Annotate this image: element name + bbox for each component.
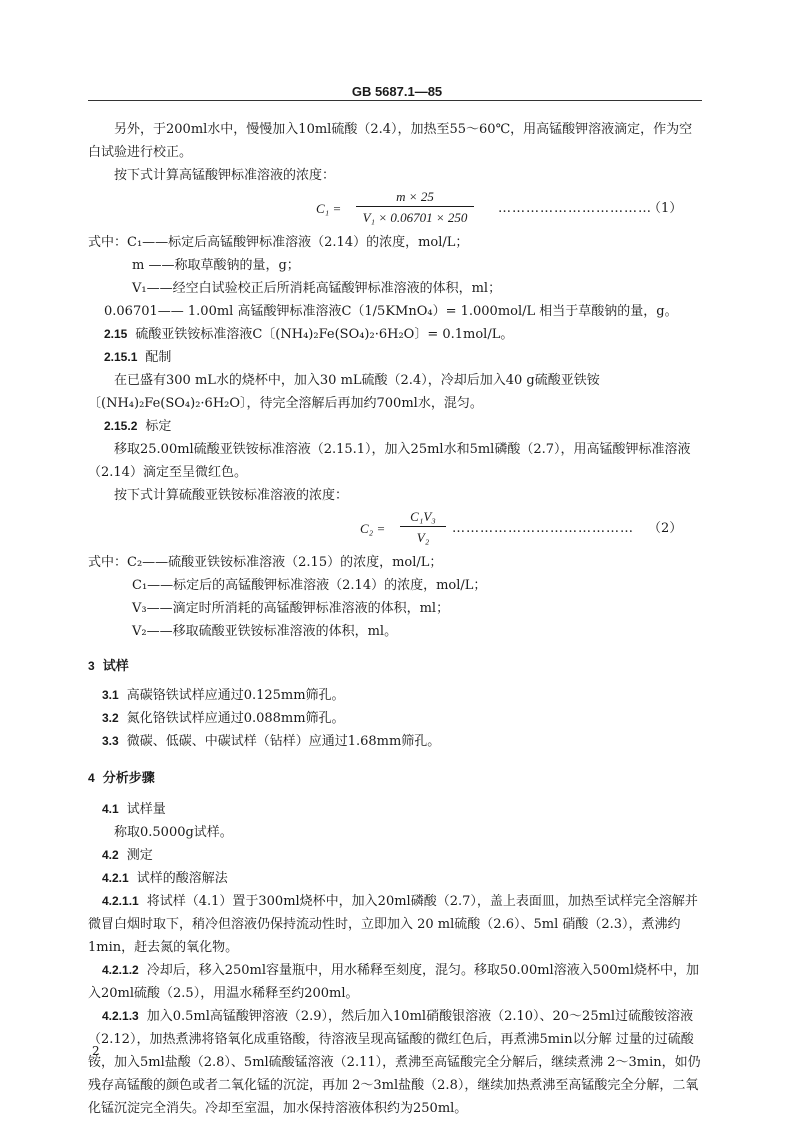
formula-1-definitions [88, 231, 702, 323]
def-c1: 式中：C₁——标定后高锰酸钾标准溶液（2.14）的浓度，mol/L； [88, 235, 469, 250]
section-4-1-number: 4.1 [102, 802, 119, 816]
section-3-title: 试样 [102, 659, 129, 674]
section-3-1 [88, 684, 702, 707]
blank-test-paragraph: 另外，于200ml水中，慢慢加入10ml硫酸（2.4），加热至55～60℃，用高锰酸钾溶液滴定，作为空白试验进行校正。 [88, 122, 693, 160]
formula-1-numerator: m × 25 [396, 189, 434, 204]
section-2-15-1 [90, 346, 702, 369]
section-4-2 [88, 844, 702, 867]
section-2-15-2-title: 标定 [145, 419, 172, 434]
section-4-heading [88, 767, 702, 790]
section-3-heading [88, 655, 702, 678]
formula-2-definitions [88, 551, 702, 643]
formula2-intro: 按下式计算硫酸亚铁铵标准溶液的浓度： [114, 488, 349, 503]
section-2-15-text: 硫酸亚铁铵标准溶液C〔(NH₄)₂Fe(SO₄)₂·6H₂O〕= 0.1mol/L。 [135, 327, 514, 342]
section-4-1-title: 试样量 [126, 802, 166, 817]
section-2-15-1-number: 2.15.1 [104, 350, 138, 364]
section-4-2-1-3-body: 加入0.5ml高锰酸钾溶液（2.9），然后加入10ml硝酸银溶液（2.10）、20～25ml过硫酸铵溶液（2.12），加热煮沸将铬氧化成重铬酸，待溶液呈现高锰酸的微红色后，再煮沸5min以分解 过量的过硫酸铵，加入5ml盐酸（2.8）、5ml硫酸锰溶液（2.11），煮沸至高锰酸完全分解后，继续煮沸 2～3min，如仍残存高锰酸的颜色或者二氧化锰的沉淀，再加 2～3ml盐酸（2.8），继续加热煮沸至高锰酸完全分解，二氧化锰沉淀完全消失。冷却至室温，加水保持溶液体积约为250ml。 [88, 1009, 701, 1116]
def-0-06701: 0.06701—— 1.00ml 高锰酸钾标准溶液C（1/5KMnO₄）= 1.000mol/L 相当于草酸钠的量，g。 [104, 304, 678, 319]
page-number: 2 [92, 1044, 100, 1058]
spacer [88, 790, 702, 798]
section-4-2-title: 测定 [126, 848, 153, 863]
section-4-2-1-2-body: 冷却后，移入250ml容量瓶中，用水稀释至刻度，混匀。移取50.00ml溶液入500ml烧杯中，加入20ml硫酸（2.5），用温水稀释至约200ml。 [88, 963, 700, 1001]
section-3-2-number: 3.2 [102, 711, 119, 725]
def-c1-2: C₁——标定后的高锰酸钾标准溶液（2.14）的浓度，mol/L； [132, 578, 487, 593]
formula-2-lhs: C₂ = [360, 521, 386, 536]
formula-2-leader: ………………………………… [452, 521, 634, 536]
section-4-2-1-number: 4.2.1 [102, 871, 129, 885]
formula-1 [88, 187, 702, 231]
section-4-1-body: 称取0.5000g试样。 [114, 825, 233, 840]
section-4-2-1-1 [88, 890, 702, 959]
section-3-2-text: 氮化铬铁试样应通过0.088mm筛孔。 [126, 711, 345, 726]
formula-1-denominator: V₁ × 0.06701 × 250 [362, 210, 468, 225]
section-4-title: 分析步骤 [102, 771, 155, 786]
section-4-2-number: 4.2 [102, 848, 119, 862]
section-4-2-1-2-number: 4.2.1.2 [102, 963, 139, 977]
section-3-number: 3 [88, 659, 95, 673]
formula-1-lhs: C₁ = [316, 201, 342, 216]
section-2-15-2-number: 2.15.2 [104, 419, 138, 433]
section-2-15-1-title: 配制 [145, 350, 172, 365]
page-body [88, 118, 702, 1120]
formula-2-number: （2） [648, 521, 683, 536]
formula1-intro: 按下式计算高锰酸钾标准溶液的浓度： [114, 168, 336, 183]
def-c2: 式中：C₂——硫酸亚铁铵标准溶液（2.15）的浓度，mol/L； [88, 555, 443, 570]
formula-2 [88, 507, 702, 551]
section-4-2-1-1-number: 4.2.1.1 [102, 894, 139, 908]
section-4-2-1-3 [88, 1005, 702, 1120]
formula-2-denominator: V₂ [416, 530, 430, 545]
spacer [88, 753, 702, 767]
def-v1: V₁——经空白试验校正后所消耗高锰酸钾标准溶液的体积，ml； [132, 281, 502, 296]
formula-2-numerator: C₁V₃ [410, 509, 436, 524]
spacer [88, 643, 702, 655]
section-2-15-number: 2.15 [104, 327, 128, 341]
section-4-2-1-title: 试样的酸溶解法 [136, 871, 228, 886]
section-3-3-number: 3.3 [102, 734, 119, 748]
def-v3: V₃——滴定时所消耗的高锰酸钾标准溶液的体积，ml； [132, 601, 450, 616]
section-4-number: 4 [88, 771, 95, 785]
section-3-3-text: 微碳、低碳、中碳试样（钻样）应通过1.68mm筛孔。 [126, 734, 441, 749]
section-3-1-text: 高碳铬铁试样应通过0.125mm筛孔。 [126, 688, 345, 703]
section-3-2 [88, 707, 702, 730]
standard-number-header: GB 5687.1—85 [351, 84, 443, 99]
formula-1-leader: …………………………… [498, 201, 652, 216]
header-rule [88, 100, 702, 101]
section-3-3 [88, 730, 702, 753]
section-3-1-number: 3.1 [102, 688, 119, 702]
section-4-2-1-2 [88, 959, 702, 1005]
section-2-15 [90, 323, 702, 346]
section-4-2-1-3-number: 4.2.1.3 [102, 1009, 139, 1023]
section-2-15-2-body: 移取25.00ml硫酸亚铁铵标准溶液（2.15.1），加入25ml水和5ml磷酸（2.7），用高锰酸钾标准溶液（2.14）滴定至呈微红色。 [88, 442, 691, 480]
formula-1-number: （1） [648, 201, 683, 216]
section-4-2-1 [88, 867, 702, 890]
section-4-1 [88, 798, 702, 821]
def-m: m ——称取草酸钠的量，g； [132, 258, 300, 273]
section-2-15-1-body: 在已盛有300 mL水的烧杯中，加入30 mL硫酸（2.4），冷却后加入40 g硫酸亚铁铵〔(NH₄)₂Fe(SO₄)₂·6H₂O〕，待完全溶解后再加约700ml水，混匀。 [88, 373, 600, 411]
section-4-2-1-1-body: 将试样（4.1）置于300ml烧杯中，加入20ml磷酸（2.7），盖上表面皿，加热至试样完全溶解并微冒白烟时取下，稍冷但溶液仍保持流动性时，立即加入 20 ml硫酸（2.6）、5ml 硝酸（2.3），煮沸约1min，赶去氮的氧化物。 [88, 894, 698, 955]
def-v2: V₂——移取硫酸亚铁铵标准溶液的体积，ml。 [132, 624, 398, 639]
section-2-15-2 [90, 415, 702, 438]
